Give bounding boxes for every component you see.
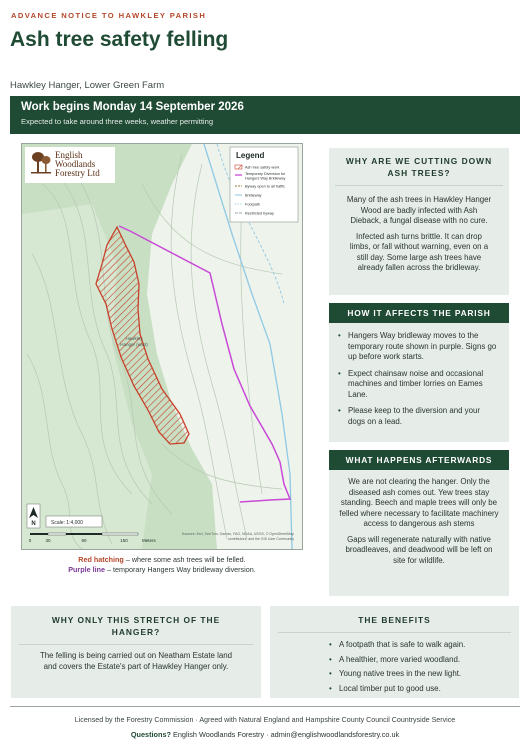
map-attribution-2: contributors, and the GIS User Community	[228, 537, 294, 541]
legend-swatch-hatch	[235, 165, 242, 169]
legend-item-byway: Byway open to all traffic	[245, 184, 286, 189]
caption-red-text: – where some ash trees will be felled.	[123, 555, 246, 564]
location-line: Hawkley Hanger, Lower Green Farm	[10, 80, 165, 91]
logo-line3: Forestry Ltd	[55, 168, 100, 178]
scale-bar	[30, 533, 138, 535]
benefit-item-footpath: • A footpath that is safe to walk again.	[328, 640, 501, 651]
north-label: N	[31, 521, 36, 527]
scale-tick-90: 90	[81, 538, 87, 543]
parish-heading: HOW IT AFFECTS THE PARISH	[329, 303, 509, 323]
legend-item-diversion: Temporary Diversion for Hangers Way Bridleway	[245, 172, 286, 181]
scale-tick-0: 0	[28, 538, 32, 543]
footer-divider	[10, 706, 520, 707]
caption-purple-text: – temporary Hangers Way bridleway diversion.	[105, 565, 256, 574]
duration-note: Expected to take around three weeks, weather permitting	[21, 117, 214, 126]
why-cutting-body	[335, 185, 503, 274]
legend-title: Legend	[236, 151, 265, 160]
caption-purple-label: Purple line	[68, 565, 105, 574]
area-label-line1: Hawkley	[125, 336, 143, 341]
scale-tick-150: 150	[120, 538, 128, 543]
footer-questions-label: Questions?	[130, 730, 171, 739]
caption-red-line	[21, 555, 303, 565]
why-cutting-p1: Many of the ash trees in Hawkley Hanger Wood are badly infected with Ash Dieback, a fungal disease with no cure.	[346, 195, 492, 225]
caption-red-label: Red hatching	[78, 555, 124, 564]
caption-purple-line	[21, 565, 303, 575]
stretch-panel	[11, 606, 261, 698]
parish-item-dogs: • Please keep to the diversion and your dogs on a lead.	[337, 406, 499, 427]
afterwards-body	[329, 470, 509, 566]
why-cutting-p2: Infected ash turns brittle. It can drop limbs, or fall without warning, even on a still day. Some large ash trees have already fallen across the bridleway.	[349, 231, 489, 272]
legend-item-felling: Ash tree safety work	[245, 165, 280, 170]
footer-contact-text: English Woodlands Forestry · admin@englishwoodlandsforestry.co.uk	[170, 730, 400, 739]
afterwards-heading: WHAT HAPPENS AFTERWARDS	[329, 450, 509, 470]
benefit-item-trees: • Young native trees in the new light.	[328, 669, 501, 680]
legend-item-bridleway: Bridleway	[245, 193, 262, 198]
legend-item-restricted: Restricted byway	[245, 211, 274, 216]
afterwards-panel	[329, 450, 509, 596]
benefit-item-woodland: • A healthier, more varied woodland.	[328, 655, 501, 666]
benefits-heading: THE BENEFITS	[358, 615, 431, 625]
benefit-item-timber: • Local timber put to good use.	[328, 684, 501, 695]
start-date-title: Work begins Monday 14 September 2026	[21, 101, 244, 113]
stretch-text: The felling is being carried out on Neatham Estate land and covers the Estate's part of Hawkley Hanger only.	[19, 644, 253, 672]
logo-line2: Woodlands	[55, 159, 96, 169]
parish-item-diversion: • Hangers Way bridleway moves to the temporary route shown in purple. Signs go up before work starts.	[337, 331, 499, 363]
area-label-line2: Hanger (east)	[120, 342, 148, 347]
why-cutting-panel	[329, 148, 509, 295]
logo-line1: English	[55, 150, 83, 160]
page-title: Ash tree safety felling	[10, 28, 229, 51]
notice-kicker: ADVANCE NOTICE TO HAWKLEY PARISH	[11, 11, 207, 20]
start-date-banner	[10, 96, 520, 134]
footer-contact	[0, 730, 530, 739]
map-canvas	[22, 144, 302, 549]
afterwards-p1: We are not clearing the hanger. Only the diseased ash comes out. Yew trees stay standing. Beech and maple trees will only be felled where necessary to facilitate machinery access to dangerous ash stems	[339, 477, 499, 528]
map-caption	[21, 555, 303, 575]
benefits-list	[278, 632, 511, 694]
parish-list	[329, 323, 509, 427]
parish-item-noise: • Expect chainsaw noise and occasional machines and timber lorries on Eames Lane.	[337, 369, 499, 401]
scale-tick-30: 30	[45, 538, 51, 543]
legend-item-footpath: Footpath	[245, 202, 260, 207]
why-cutting-heading: WHY ARE WE CUTTING DOWN ASH TREES?	[345, 156, 493, 178]
site-map	[21, 143, 303, 550]
footer-licence: Licensed by the Forestry Commission · Agreed with Natural England and Hampshire County Council Countryside Service	[74, 716, 456, 724]
map-attribution-1: Sources: Esri, TomTom, Garmin, FAO, NOAA, USGS, © OpenStreetMap	[181, 532, 294, 536]
afterwards-p2: Gaps will regenerate naturally with native broadleaves, and deadwood will be left on site for wildlife.	[345, 534, 493, 565]
scale-text: Scale: 1:4,000	[51, 520, 83, 526]
stretch-heading: WHY ONLY THIS STRETCH OF THE HANGER?	[51, 615, 221, 637]
benefits-panel	[270, 606, 519, 698]
parish-panel	[329, 303, 509, 442]
scale-unit: Meters	[142, 538, 156, 543]
